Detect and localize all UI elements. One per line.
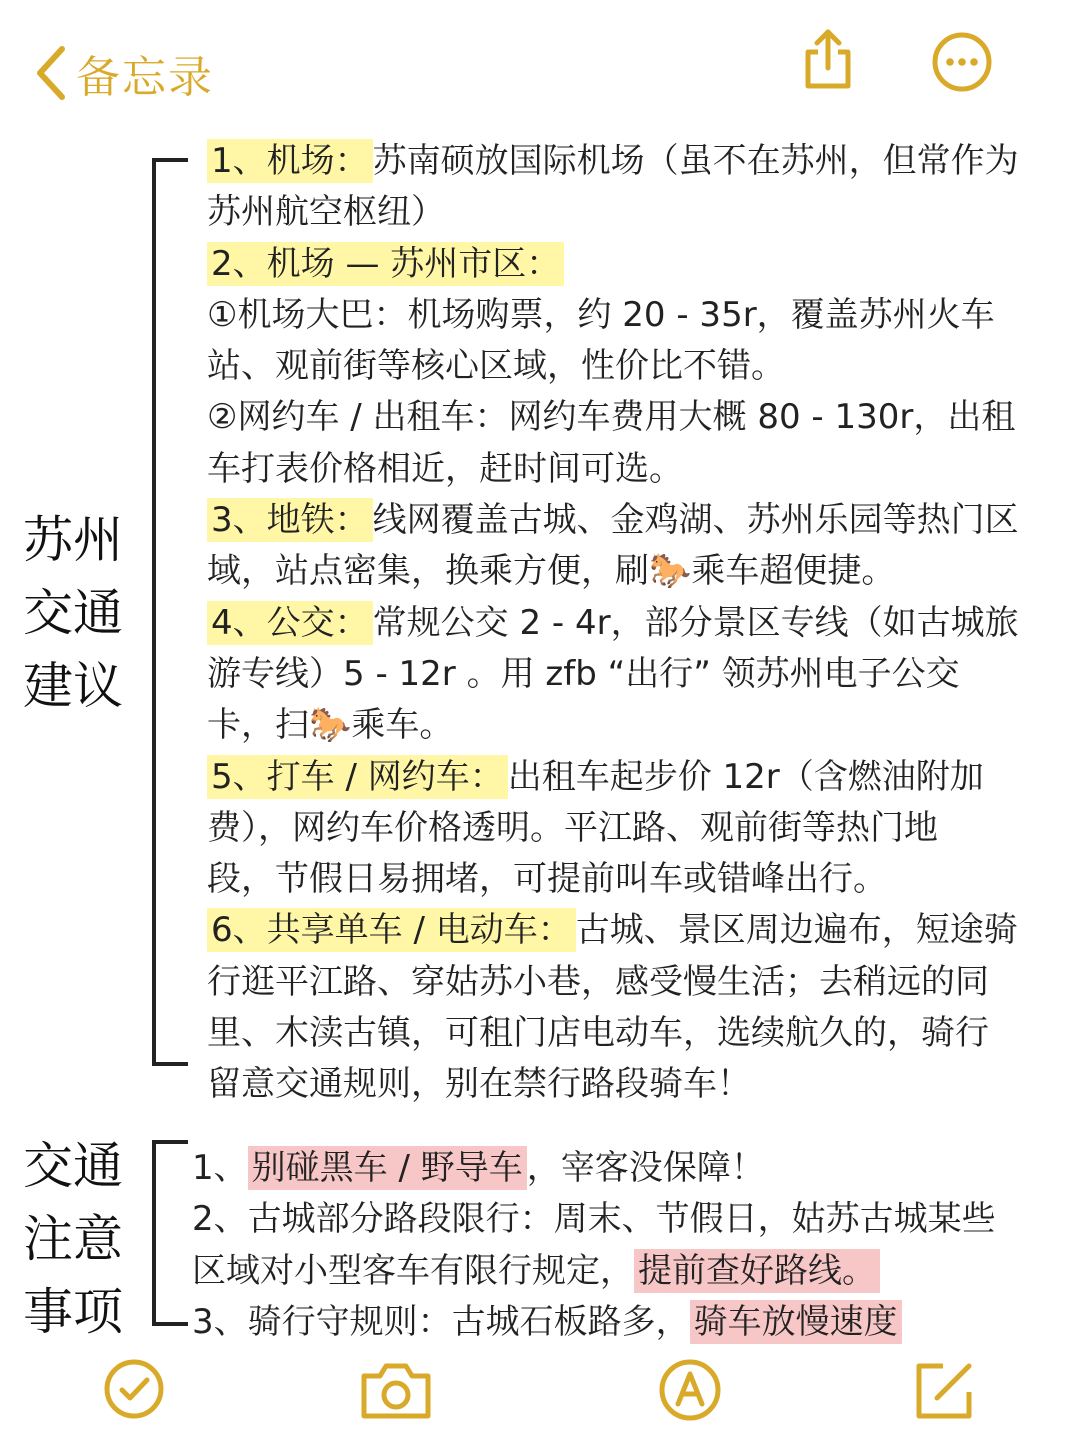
share-button[interactable] [800,28,856,96]
note-line [192,1194,1072,1245]
highlighted-heading: 4、公交： [207,601,373,645]
note-line [207,957,1073,1008]
text-segment: ②网约车 / 出租车：网约车费用大概 80 - 130r，出租 [207,397,1016,438]
text-segment: 3、骑行守规则：古城石板路多， [192,1301,690,1342]
text-segment: 站、观前街等核心区域，性价比不错。 [207,346,785,387]
note-line [192,1297,1072,1348]
highlighted-heading: 3、地铁： [207,498,373,542]
section-text-transport-cautions [192,1143,1072,1348]
note-line [207,1059,1073,1110]
bottom-toolbar [0,1352,1080,1440]
camera-icon [358,1407,434,1426]
text-segment: 区域对小型客车有限行规定， [192,1250,634,1291]
compose-icon [913,1407,977,1426]
text-segment: 古城、景区周边遍布，短途骑 [575,910,1018,951]
note-line [207,1008,1073,1059]
markup-icon [658,1407,722,1426]
note-line [192,1143,1072,1194]
camera-button[interactable] [358,1358,434,1426]
section-bracket [152,1140,188,1326]
note-line [207,649,1073,700]
highlighted-heading: 6、共享单车 / 电动车： [207,908,576,952]
share-icon [800,77,856,96]
note-line [207,905,1073,956]
more-icon [930,79,994,98]
more-button[interactable] [930,30,994,98]
section-bracket [152,158,188,1066]
text-segment: 域，站点密集，换乘方便，刷🐎乘车超便捷。 [207,551,896,592]
checkmark-circle-icon [103,1405,165,1424]
note-line [192,1246,1072,1297]
text-segment: 1、 [192,1148,248,1188]
back-label: 备忘录 [76,52,214,103]
text-segment: 苏南硕放国际机场（虽不在苏州，但常作为 [372,141,1019,181]
compose-button[interactable] [913,1358,977,1426]
checklist-button[interactable] [103,1358,165,1424]
chevron-left-icon [34,43,68,103]
back-button[interactable] [34,40,214,106]
note-line [207,187,1073,238]
text-segment: 卡，扫🐎乘车。 [207,705,454,746]
highlighted-warning: 提前查好路线。 [634,1249,880,1293]
note-line [207,392,1073,443]
text-segment: ①机场大巴：机场购票，约 20 - 35r，覆盖苏州火车 [207,294,995,335]
text-segment: 苏州航空枢纽） [207,192,445,233]
note-line [207,341,1073,392]
section-label: 苏州 交通 建议 [23,511,123,715]
highlighted-warning: 骑车放慢速度 [690,1300,902,1344]
highlighted-heading: 5、打车 / 网约车： [207,755,508,799]
text-segment: 里、木渎古镇，可租门店电动车，选续航久的，骑行 [207,1013,989,1054]
note-line [207,752,1073,803]
text-segment: 2、古城部分路段限行：周末、节假日，姑苏古城某些 [192,1199,996,1240]
note-line [207,239,1073,290]
highlighted-heading: 1、机场： [207,139,373,183]
text-segment: 游专线）5 - 12r 。用 zfb “出行” 领苏州电子公交 [207,653,960,694]
note-line [207,290,1073,341]
note-line [207,803,1073,854]
note-line [207,136,1073,187]
note-line [207,444,1073,495]
text-segment: 车打表价格相近，赶时间可选。 [207,448,683,489]
text-segment: 出租车起步价 12r（含燃油附加 [507,756,984,797]
text-segment: ，宰客没保障！ [526,1148,765,1188]
highlighted-warning: 别碰黑车 / 野导车 [248,1146,527,1190]
text-segment: 行逛平江路、穿姑苏小巷，感受慢生活；去稍远的同 [207,961,989,1002]
note-line [207,854,1073,905]
note-line [207,598,1073,649]
text-segment: 留意交通规则，别在禁行路段骑车！ [207,1064,751,1105]
note-line [207,700,1073,751]
note-line [207,546,1073,597]
section-label: 交通 注意 事项 [23,1137,123,1341]
text-segment: 线网覆盖古城、金鸡湖、苏州乐园等热门区 [372,500,1019,541]
section-text-transport-tips [207,136,1073,1111]
markup-button[interactable] [658,1358,722,1426]
text-segment: 常规公交 2 - 4r，部分景区专线（如古城旅 [372,602,1019,643]
text-segment: 费），网约车价格透明。平江路、观前街等热门地 [207,807,938,848]
note-line [207,495,1073,546]
navigation-bar [0,0,1080,130]
text-segment: 段，节假日易拥堵，可提前叫车或错峰出行。 [207,859,887,900]
highlighted-heading: 2、机场 — 苏州市区： [207,242,564,286]
